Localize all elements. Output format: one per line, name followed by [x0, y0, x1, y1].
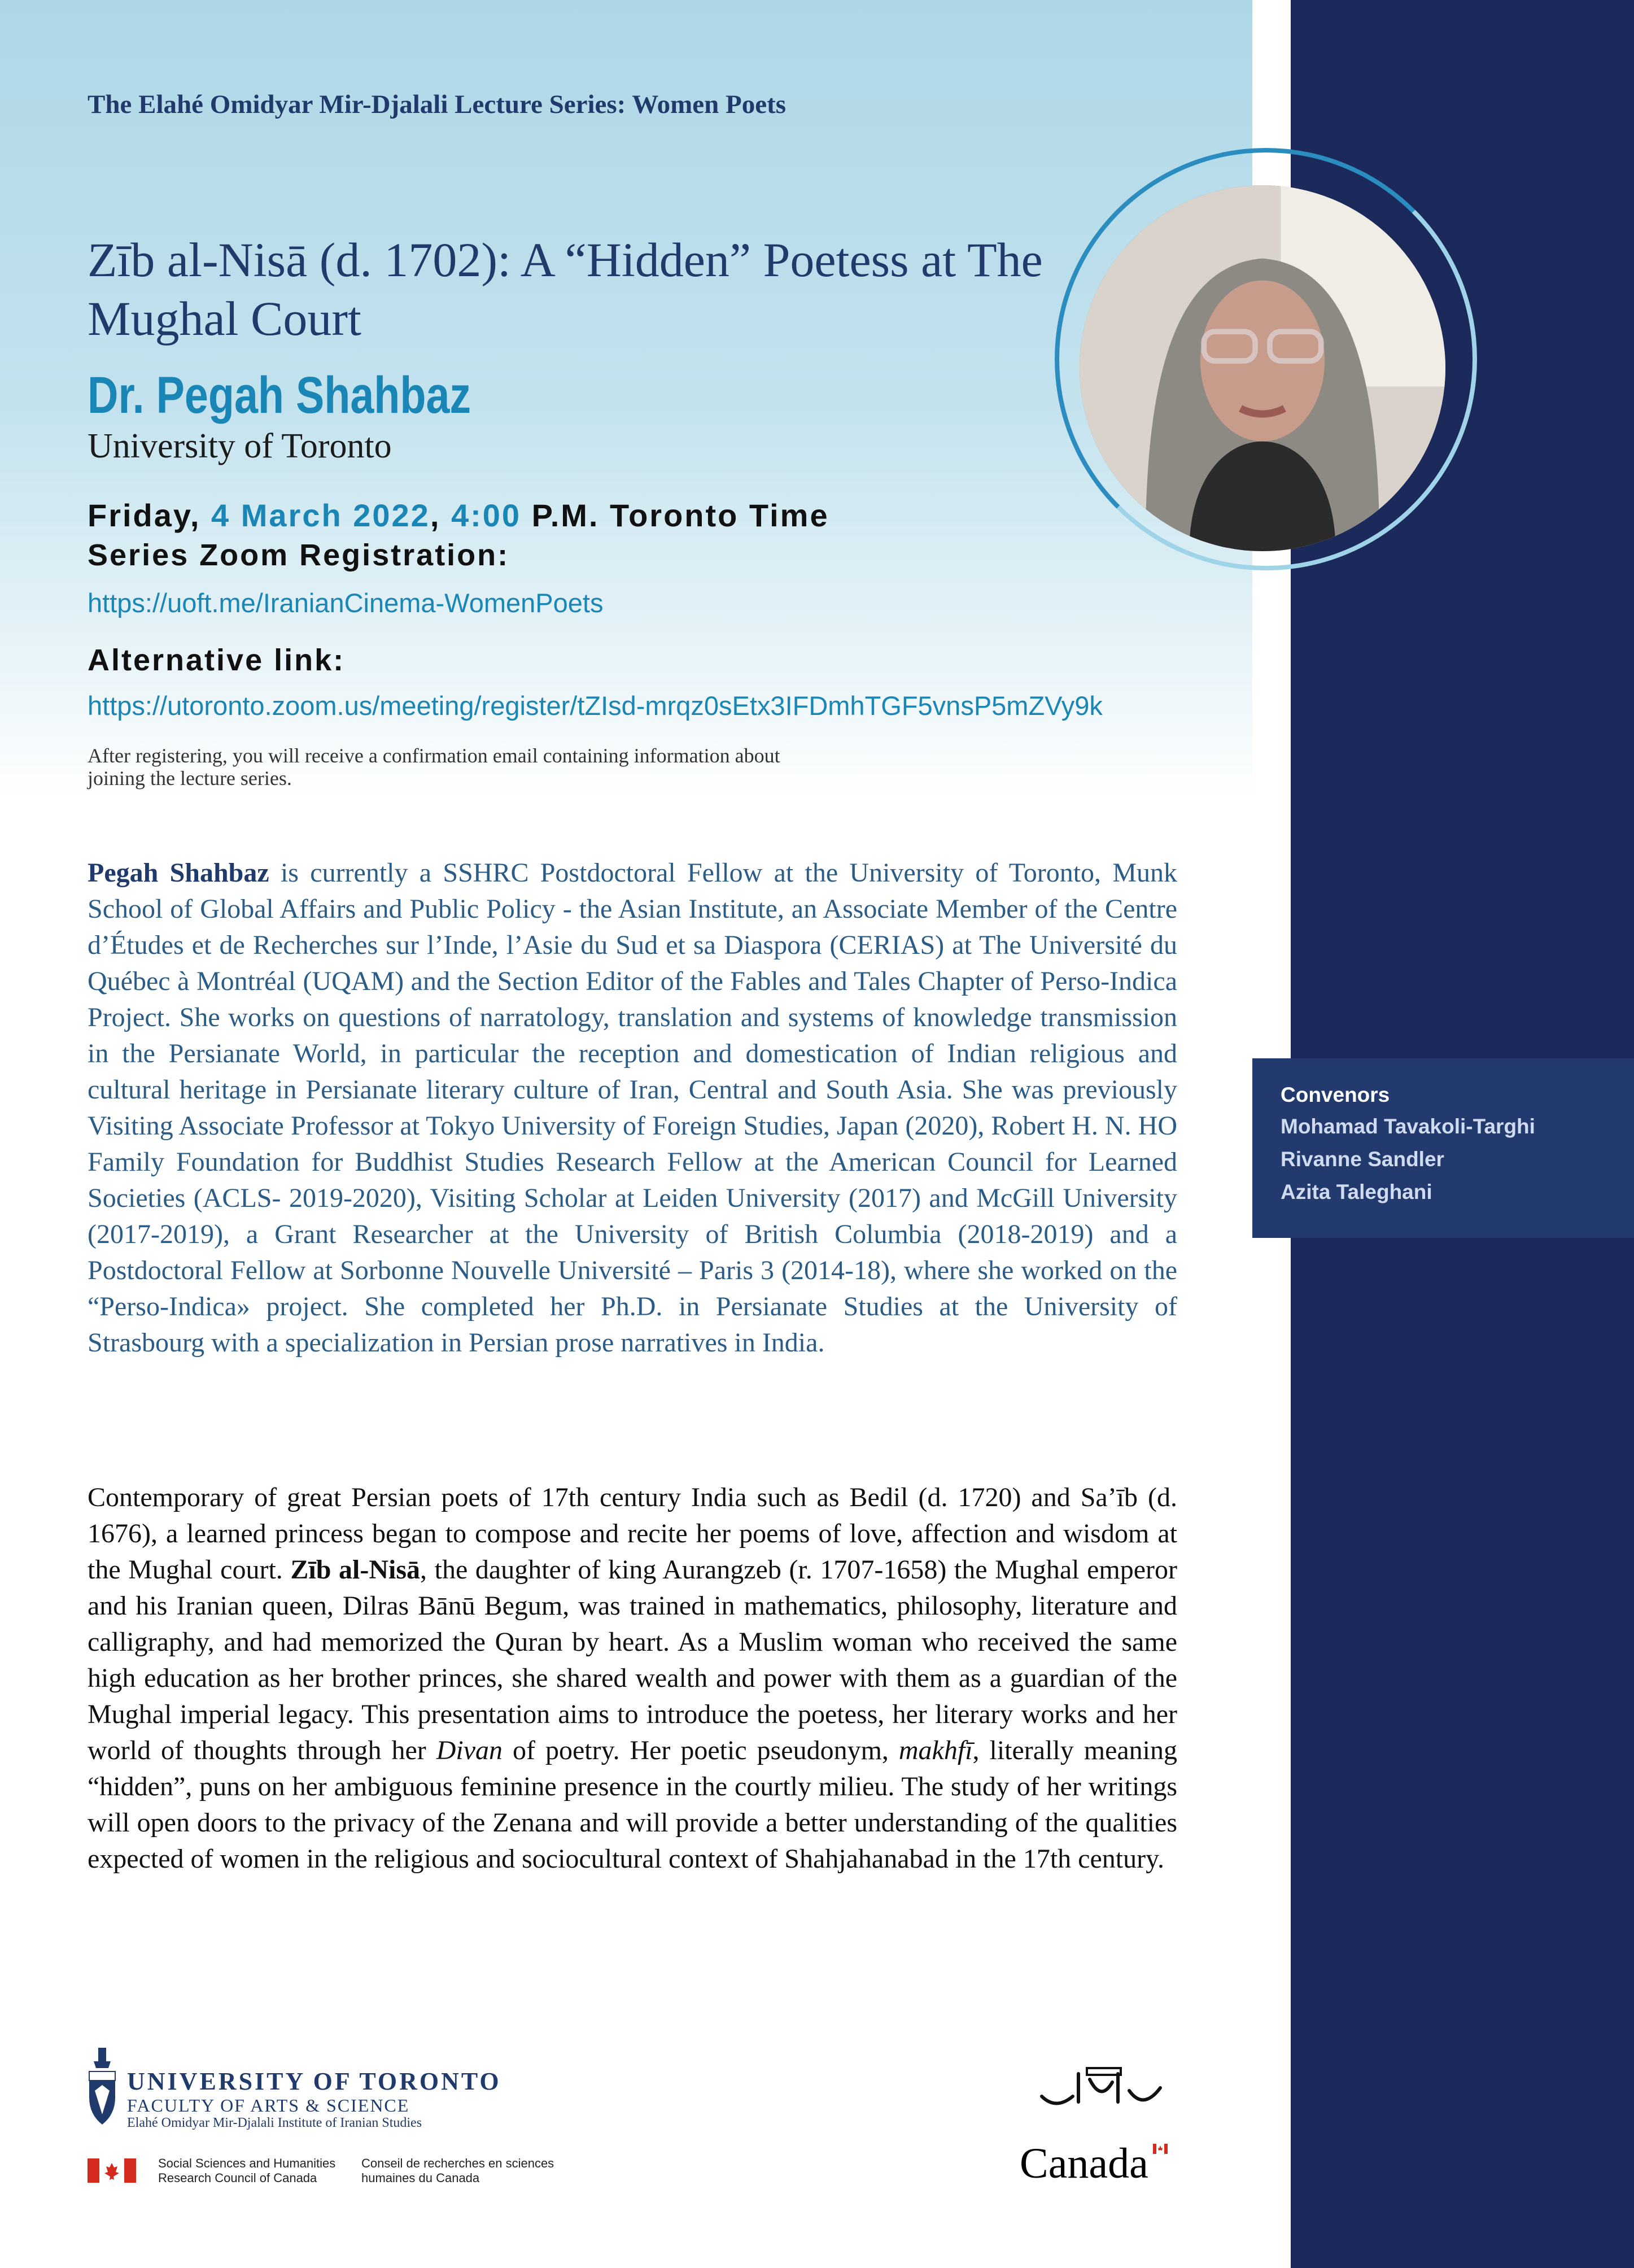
- alternative-link[interactable]: https://utoronto.zoom.us/meeting/register/tZIsd-mrqz0sEtx3IFDmhTGF5vnsP5mZVy9k: [88, 691, 1103, 721]
- sshrc-name-en: Social Sciences and Humanities Research Council of Canada: [158, 2156, 336, 2185]
- registration-label: Series Zoom Registration:: [88, 538, 510, 572]
- registration-note: After registering, you will receive a confirmation email containing information about joining the lecture series.: [88, 744, 780, 790]
- uoft-crest-icon: [86, 2045, 119, 2130]
- event-time-zone: P.M. Toronto Time: [531, 498, 829, 533]
- speaker-photo-illustration: [1080, 185, 1445, 551]
- abstract-text-1: Contemporary of great Persian poets of 17th century India such as Bedil (d. 1720) and Sa’īb (d. 1676), a learned princess began to compose and recite her poems of love, affection and wisdom at the Mughal court.: [88, 1482, 1177, 1585]
- abstract-subject: Zīb al-Nisā: [290, 1555, 421, 1585]
- abstract-makhfi: makhfī: [898, 1735, 973, 1765]
- lecture-title: Zīb al-Nisā (d. 1702): A “Hidden” Poetess at The Mughal Court: [88, 233, 1043, 346]
- speaker-affiliation: University of Toronto: [88, 427, 392, 465]
- convenors-title: Convenors: [1281, 1083, 1390, 1106]
- abstract-text-2: , the daughter of king Aurangzeb (r. 1707-1658) the Mughal emperor and his Iranian queen, Dilras Bānū Begum, was trained in mathematics, philosophy, literature and calligraphy, and had memorized the Quran by heart. As a Muslim woman who received the same high education as her brother princes, she shared wealth and power with them as a guardian of the Mughal imperial legacy. This presentation aims to introduce the poetess, her literary works and her world of thoughts through her: [88, 1555, 1178, 1765]
- speaker-bio: [88, 855, 1177, 1361]
- iran-nameh-logo: [1033, 2062, 1169, 2113]
- bio-text: is currently a SSHRC Postdoctoral Fellow at the University of Toronto, Munk School of Global Affairs and Public Policy - the Asian Institute, an Associate Member of the Centre d’Études et de Recherches sur l’Inde, l’Asie du Sud et sa Diaspora (CERIAS) at The Université du Québec à Montréal (UQAM) and the Section Editor of the Fables and Tales Chapter of Perso-Indica Project. She works on questions of narratology, translation and systems of knowledge transmission in the Persianate World, in particular the reception and domestication of Indian religious and cultural heritage in Persianate literary culture of Iran, Central and South Asia. She was previously Visiting Associate Professor at Tokyo University of Foreign Studies, Japan (2020), Robert H. N. HO Family Foundation for Buddhist Studies Research Fellow at the American Council for Learned Societies (ACLS- 2019-2020), Visiting Scholar at Leiden University (2017) and McGill University (2017-2019), a Grant Researcher at the University of British Columbia (2018-2019) and a Postdoctoral Fellow at Sorbonne Nouvelle Université – Paris 3 (2014-18), where she worked on the “Perso-Indica» project. She completed her Ph.D. in Persianate Studies at the University of Strasbourg with a specialization in Persian prose narratives in India.: [88, 858, 1177, 1358]
- uoft-name: UNIVERSITY OF TORONTO: [127, 2068, 501, 2095]
- lecture-abstract: [88, 1480, 1177, 1877]
- abstract-divan: Divan: [436, 1735, 503, 1765]
- event-day: Friday: [88, 498, 190, 533]
- uoft-institute: Elahé Omidyar Mir-Djalali Institute of Iranian Studies: [127, 2116, 422, 2130]
- canada-flag-icon: [88, 2158, 136, 2183]
- convenor-name: Azita Taleghani: [1281, 1180, 1432, 1203]
- event-datetime: Friday, 4 March 2022, 4:00 P.M. Toronto Time: [88, 498, 829, 533]
- series-title: The Elahé Omidyar Mir-Djalali Lecture Series: Women Poets: [88, 90, 787, 119]
- abstract-text-3: of poetry. Her poetic pseudonym,: [503, 1735, 899, 1765]
- registration-link[interactable]: https://uoft.me/IranianCinema-WomenPoets: [88, 588, 604, 618]
- canada-wordmark: Canada: [1020, 2140, 1148, 2187]
- convenor-name: Mohamad Tavakoli-Targhi: [1281, 1115, 1535, 1138]
- bio-name: Pegah Shahbaz: [88, 858, 269, 888]
- convenor-name: Rivanne Sandler: [1281, 1148, 1444, 1171]
- event-time: 4:00: [451, 498, 522, 533]
- canada-wordmark-flag-icon: [1153, 2144, 1168, 2154]
- sshrc-name-fr: Conseil de recherches en sciences humaines du Canada: [361, 2156, 554, 2185]
- abstract-text-4: , literally meaning “hidden”, puns on her ambiguous feminine presence in the courtly milieu. The study of her writings will open doors to the privacy of the Zenana and will provide a better understanding of the qualities expected of women in the religious and sociocultural context of Shahjahanabad in the 17th century.: [88, 1735, 1178, 1874]
- speaker-photo: [1080, 185, 1445, 551]
- alternative-link-label: Alternative link:: [88, 643, 346, 677]
- event-date: 4 March 2022: [211, 498, 430, 533]
- uoft-faculty: FACULTY OF ARTS & SCIENCE: [127, 2095, 410, 2116]
- speaker-name: Dr. Pegah Shahbaz: [88, 367, 471, 424]
